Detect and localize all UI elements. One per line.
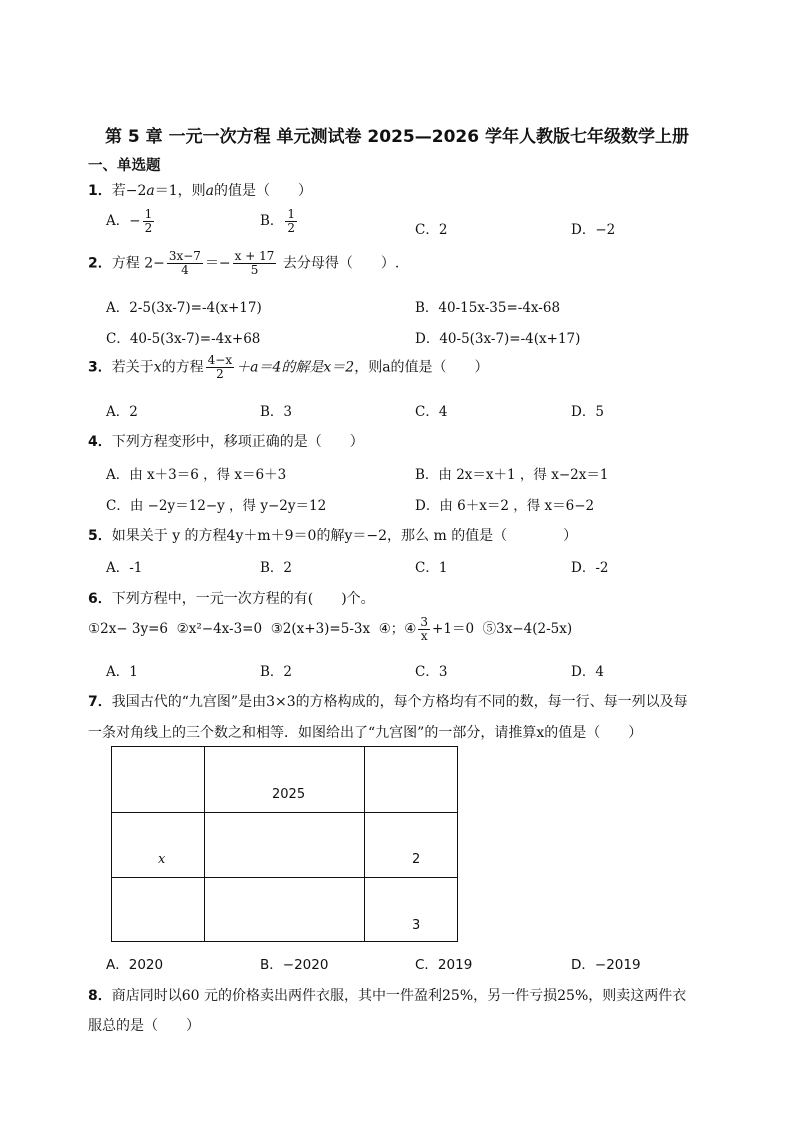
q6-option-d[interactable]: D．4: [571, 664, 604, 680]
q1-b-label: B．: [260, 213, 284, 230]
q3-option-b[interactable]: B．3: [260, 404, 293, 420]
q6-eq-3: ③2(x+3)=5-3x: [270, 621, 371, 638]
q2-f2-den: 5: [250, 263, 259, 278]
q3-mid1: 的方程: [161, 359, 204, 376]
q6-eq-1: ①2x− 3y=6: [88, 621, 169, 638]
q1-option-d[interactable]: D．−2: [571, 222, 616, 238]
q2-pre: 方程 2−: [111, 255, 165, 272]
q2-option-b[interactable]: B．40-15x-35=-4x-68: [415, 300, 561, 316]
q3-mid3: x＝2: [323, 359, 355, 376]
q2-fraction-1: [167, 250, 203, 277]
q1-a-num: 1: [144, 207, 153, 221]
q1-b-fraction: [285, 208, 297, 235]
q1-b-num: 1: [287, 207, 296, 221]
grid-cell-r1c1: [112, 747, 205, 813]
q3-option-a[interactable]: A．2: [106, 404, 138, 420]
q2-mid: ＝−: [204, 255, 231, 272]
q2-f1-den: 4: [181, 263, 189, 278]
grid-value-x: x: [158, 852, 166, 867]
q4-option-a[interactable]: A．由 x＋3＝6 ，得 x＝6＋3: [106, 467, 287, 483]
q3-option-c[interactable]: C．4: [415, 404, 448, 420]
q6-option-b[interactable]: B．2: [260, 664, 293, 680]
q2-f1-num: 3x−7: [168, 249, 201, 263]
q2-option-d[interactable]: D．40-5(3x-7)=-4(x+17): [415, 331, 581, 347]
grid-cell-r2c3: [365, 813, 458, 878]
q1-stem-a: 若−2: [111, 183, 147, 199]
q6-option-a[interactable]: A．1: [106, 664, 138, 680]
q6-stem: 下列方程中，一元一次方程的有( )个。: [111, 591, 375, 607]
grid-value-2025: 2025: [272, 787, 306, 802]
q3-fraction: [206, 354, 234, 381]
grid-cell-r1c3: [365, 747, 458, 813]
question-7-line-2: 一条对角线上的三个数之和相等．如图给出了“九宫图”的一部分，请推算x的值是（ ）: [88, 725, 643, 741]
q1-a-den: 2: [144, 221, 153, 236]
question-4: [88, 431, 364, 451]
section-heading: 一、单选题: [88, 158, 161, 174]
q7-line1: 我国古代的“九宫图”是由3×3的方格构成的，每个方格均有不同的数，每一行、每一列以及每: [111, 694, 688, 710]
q3-mid2: ＋a＝4的解是: [236, 359, 324, 376]
q2-post: 去分母得（ ）.: [278, 255, 400, 272]
q3-number: 3．: [88, 359, 112, 376]
q5-option-a[interactable]: A．-1: [106, 560, 143, 576]
q6-option-c[interactable]: C．3: [415, 664, 448, 680]
q4-option-d[interactable]: D．由 6＋x＝2 ，得 x＝6−2: [415, 498, 595, 514]
q4-option-c[interactable]: C．由 −2y＝12−y ，得 y−2y＝12: [106, 498, 327, 514]
q5-option-b[interactable]: B．2: [260, 560, 293, 576]
question-8-line-2: 服总的是（ ）: [88, 1018, 200, 1034]
q3-f-den: 2: [216, 367, 224, 382]
q1-stem-d: a: [205, 183, 215, 199]
q4-stem: 下列方程变形中，移项正确的是（ ）: [111, 434, 364, 450]
q3-var: x: [153, 359, 162, 376]
q5-number: 5．: [88, 528, 112, 544]
question-2: [88, 250, 399, 277]
question-3: [88, 354, 489, 381]
q7-option-c[interactable]: C．2019: [415, 957, 473, 973]
page-title: 第 5 章 一元一次方程 单元测试卷 2025—2026 学年人教版七年级数学上册: [105, 127, 689, 147]
q3-f-num: 4−x: [207, 353, 233, 367]
q1-option-b[interactable]: [260, 208, 299, 235]
q1-stem-e: 的值是（ ）: [214, 183, 313, 199]
q5-option-c[interactable]: C．1: [415, 560, 448, 576]
question-5: [88, 525, 577, 545]
grid-cell-r2c2: [205, 813, 365, 878]
q1-stem-c: ＝1，则: [154, 183, 206, 199]
grid-cell-r1c2: [205, 747, 365, 813]
q6-eq-4-post: +1＝0: [432, 621, 475, 638]
q2-f2-num: x + 17: [234, 249, 275, 263]
q1-option-a[interactable]: [106, 208, 156, 235]
q7-number: 7．: [88, 694, 112, 710]
q8-line1: 商店同时以60 元的价格卖出两件衣服，其中一件盈利25%，另一件亏损25%，则卖这两件衣: [111, 988, 687, 1004]
q7-option-d[interactable]: D．−2019: [571, 957, 641, 973]
q6-eq-4-den: x: [420, 629, 428, 644]
q6-eq-4-num: 3: [420, 615, 429, 629]
grid-cell-r3c1: [112, 878, 205, 942]
q1-a-label: A．: [106, 213, 130, 230]
q6-eq-5: ⑤3x−4(2-5x): [482, 621, 573, 638]
q1-number: 1．: [88, 183, 112, 199]
q4-number: 4．: [88, 434, 112, 450]
q2-number: 2．: [88, 255, 112, 272]
nine-palace-grid: [111, 746, 458, 942]
q3-post: ，则a的值是（ ）: [354, 359, 489, 376]
q6-number: 6．: [88, 591, 112, 607]
q6-equations: [88, 616, 572, 643]
q5-option-d[interactable]: D．-2: [571, 560, 609, 576]
q5-stem: 如果关于 y 的方程4y＋m＋9＝0的解y＝−2，那么 m 的值是（ ）: [111, 528, 578, 544]
q6-eq-2: ②x²−4x-3=0: [176, 621, 263, 638]
question-1: [88, 180, 312, 200]
q1-a-sign: −: [129, 213, 141, 230]
q6-eq-4-fraction: [418, 616, 430, 643]
question-6: [88, 588, 375, 608]
grid-cell-r3c2: [205, 878, 365, 942]
q4-option-b[interactable]: B．由 2x＝x＋1 ，得 x−2x＝1: [415, 467, 609, 483]
grid-cell-r2c1: [112, 813, 205, 878]
q2-option-a[interactable]: A．2-5(3x-7)=-4(x+17): [106, 300, 262, 316]
q7-option-a[interactable]: A．2020: [106, 957, 164, 973]
q8-number: 8．: [88, 988, 112, 1004]
q6-eq-4-prefix: ④；④: [378, 621, 417, 638]
q1-stem-b: a: [146, 183, 155, 199]
question-8-line-1: [88, 985, 686, 1005]
grid-value-3: 3: [412, 918, 421, 933]
grid-cell-r3c3: [365, 878, 458, 942]
q1-option-c[interactable]: C．2: [415, 222, 448, 238]
q2-option-c[interactable]: C．40-5(3x-7)=-4x+68: [106, 331, 261, 347]
q7-option-b[interactable]: B．−2020: [260, 957, 329, 973]
grid-value-2: 2: [412, 852, 421, 867]
q3-pre: 若关于: [111, 359, 154, 376]
q3-option-d[interactable]: D．5: [571, 404, 604, 420]
question-7-line-1: [88, 691, 688, 711]
q1-b-den: 2: [287, 221, 296, 236]
q1-a-fraction: [143, 208, 155, 235]
q2-fraction-2: [233, 250, 277, 277]
